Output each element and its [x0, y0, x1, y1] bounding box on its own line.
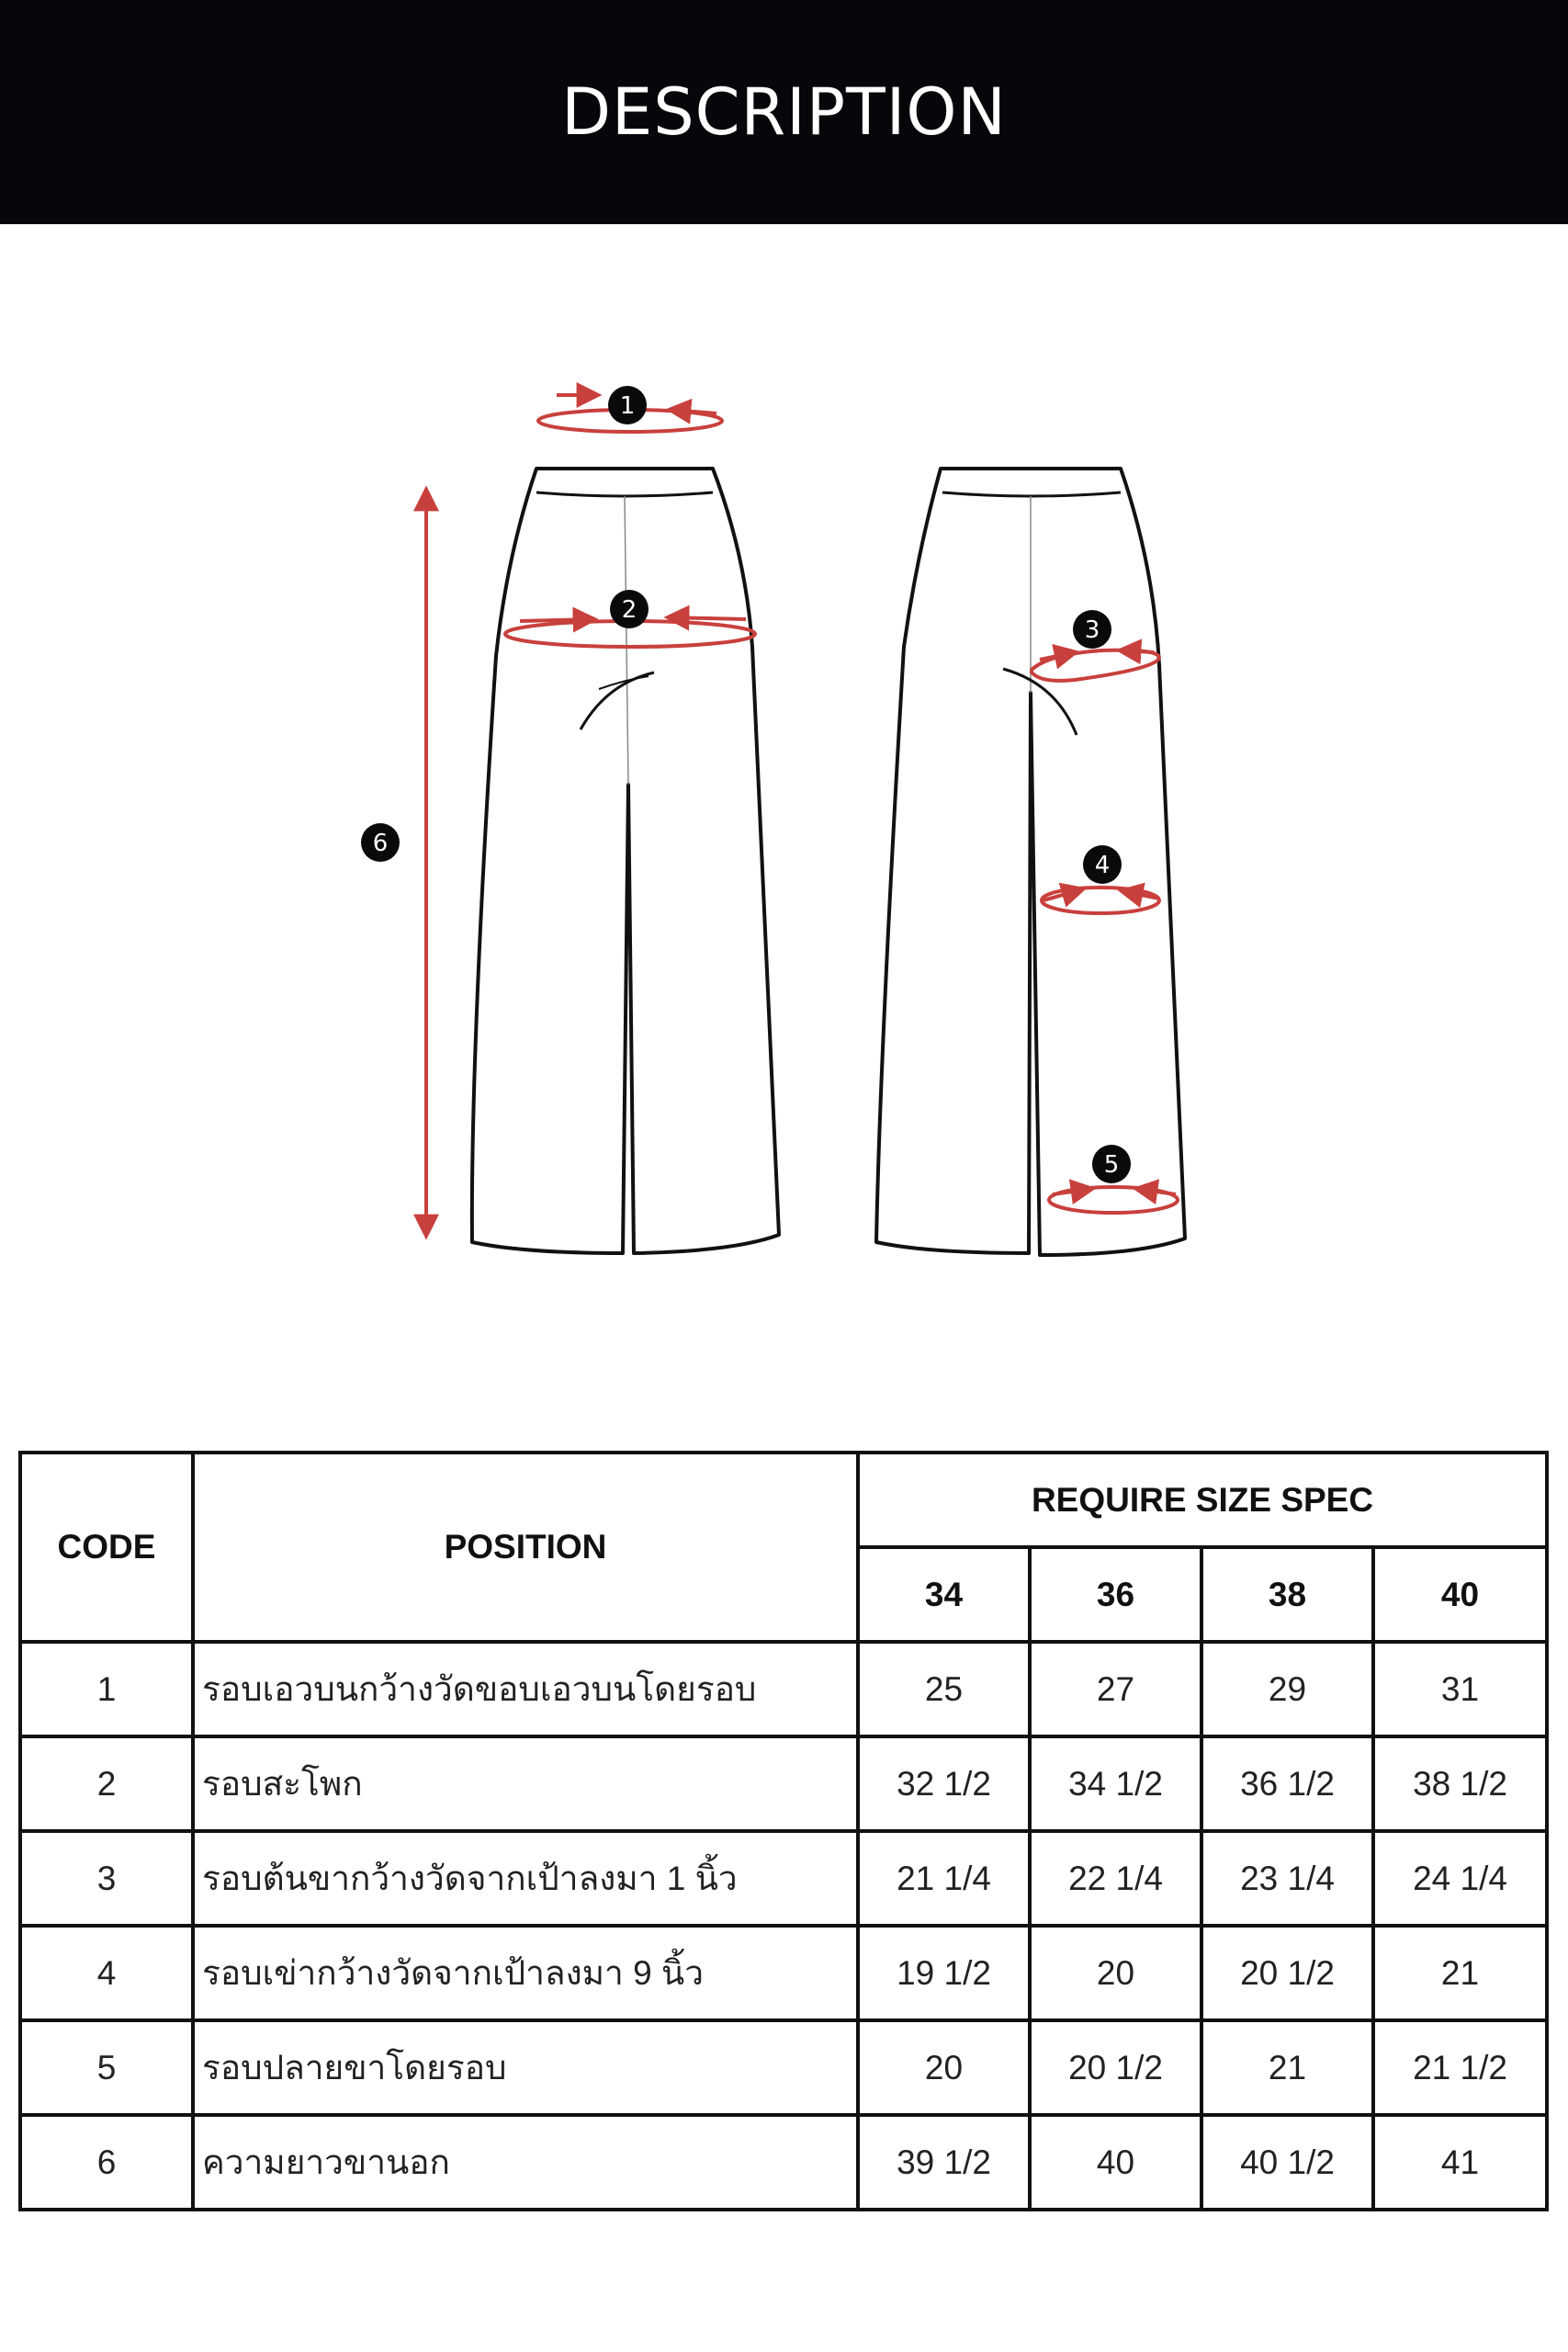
value-cell: 20 [1030, 1926, 1201, 2020]
value-cell: 21 1/4 [858, 1831, 1030, 1926]
header-size: 36 [1030, 1547, 1201, 1642]
measure-thigh [1031, 650, 1159, 681]
size-spec-table [18, 1451, 1549, 2211]
value-cell: 21 [1201, 2020, 1373, 2115]
code-cell: 6 [20, 2115, 193, 2210]
measure-leg-opening [1049, 1187, 1178, 1213]
table-header-row [20, 1453, 1547, 1547]
front-pants-outline [472, 469, 779, 1253]
value-cell: 29 [1201, 1642, 1373, 1736]
value-cell: 23 1/4 [1201, 1831, 1373, 1926]
value-cell: 40 [1030, 2115, 1201, 2210]
value-cell: 36 1/2 [1201, 1736, 1373, 1831]
value-cell: 20 1/2 [1201, 1926, 1373, 2020]
position-cell: รอบเอวบนกว้างวัดขอบเอวบนโดยรอบ [193, 1642, 858, 1736]
marker-2 [610, 590, 649, 628]
value-cell: 20 1/2 [1030, 2020, 1201, 2115]
svg-text:3: 3 [1084, 616, 1100, 644]
value-cell: 41 [1373, 2115, 1547, 2210]
svg-text:4: 4 [1094, 852, 1111, 879]
svg-text:1: 1 [619, 392, 636, 420]
table-row [20, 1831, 1547, 1926]
value-cell: 19 1/2 [858, 1926, 1030, 2020]
page-title: DESCRIPTION [561, 74, 1007, 150]
position-cell: รอบปลายขาโดยรอบ [193, 2020, 858, 2115]
code-cell: 3 [20, 1831, 193, 1926]
table-row [20, 1642, 1547, 1736]
value-cell: 21 1/2 [1373, 2020, 1547, 2115]
measurement-diagram [0, 224, 1568, 1437]
position-cell: รอบเข่ากว้างวัดจากเป้าลงมา 9 นิ้ว [193, 1926, 858, 2020]
marker-3 [1073, 610, 1111, 649]
header-position: POSITION [193, 1453, 858, 1642]
value-cell: 22 1/4 [1030, 1831, 1201, 1926]
position-cell: ความยาวขานอก [193, 2115, 858, 2210]
marker-6 [361, 823, 400, 862]
measure-knee [1042, 888, 1159, 913]
header-size: 40 [1373, 1547, 1547, 1642]
svg-text:6: 6 [372, 830, 389, 857]
code-cell: 4 [20, 1926, 193, 2020]
table-row [20, 1736, 1547, 1831]
marker-5 [1092, 1145, 1131, 1183]
svg-text:5: 5 [1103, 1151, 1120, 1179]
value-cell: 38 1/2 [1373, 1736, 1547, 1831]
marker-4 [1083, 845, 1122, 884]
position-cell: รอบสะโพก [193, 1736, 858, 1831]
page-header [0, 0, 1568, 224]
back-pants-outline [876, 469, 1185, 1255]
header-size: 38 [1201, 1547, 1373, 1642]
position-cell: รอบต้นขากว้างวัดจากเป้าลงมา 1 นิ้ว [193, 1831, 858, 1926]
value-cell: 31 [1373, 1642, 1547, 1736]
value-cell: 40 1/2 [1201, 2115, 1373, 2210]
code-cell: 2 [20, 1736, 193, 1831]
code-cell: 1 [20, 1642, 193, 1736]
header-require-size-spec: REQUIRE SIZE SPEC [858, 1453, 1547, 1547]
code-cell: 5 [20, 2020, 193, 2115]
svg-text:2: 2 [621, 596, 637, 624]
value-cell: 21 [1373, 1926, 1547, 2020]
value-cell: 32 1/2 [858, 1736, 1030, 1831]
marker-1 [608, 386, 647, 424]
table-row [20, 1926, 1547, 2020]
value-cell: 24 1/4 [1373, 1831, 1547, 1926]
value-cell: 27 [1030, 1642, 1201, 1736]
table-row [20, 2115, 1547, 2210]
table-row [20, 2020, 1547, 2115]
header-size: 34 [858, 1547, 1030, 1642]
value-cell: 34 1/2 [1030, 1736, 1201, 1831]
pants-diagram-svg [0, 224, 1568, 1437]
header-code: CODE [20, 1453, 193, 1642]
value-cell: 25 [858, 1642, 1030, 1736]
value-cell: 20 [858, 2020, 1030, 2115]
value-cell: 39 1/2 [858, 2115, 1030, 2210]
